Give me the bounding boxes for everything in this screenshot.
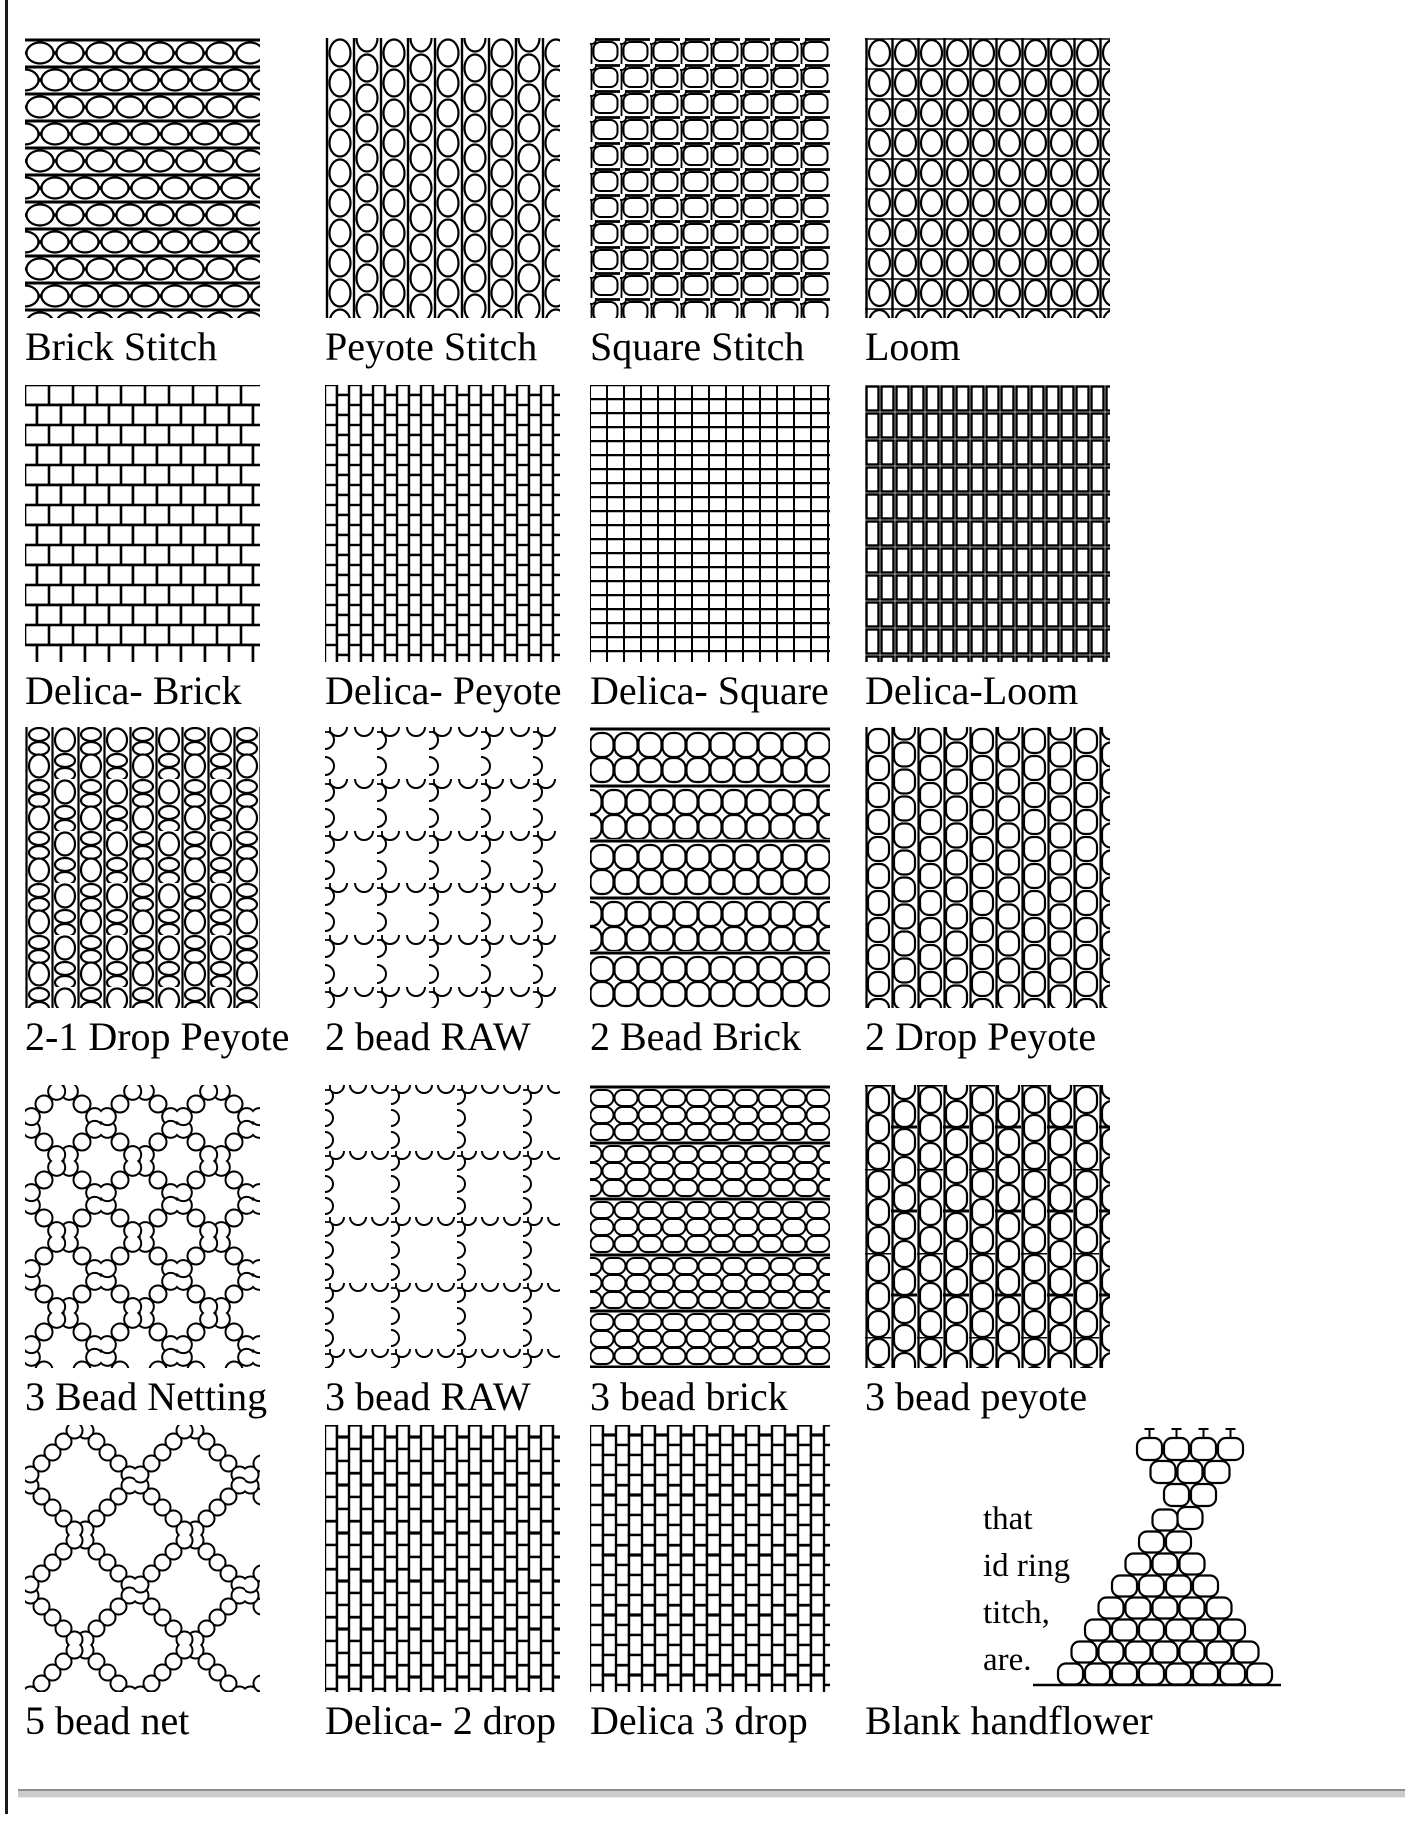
label-3-bead-netting: 3 Bead Netting: [25, 1374, 268, 1419]
swatch-delica-brick: [25, 385, 260, 662]
label-delica-peyote: Delica- Peyote: [325, 668, 562, 713]
cell-2-1-drop-peyote: [25, 727, 289, 1060]
label-delica-brick: Delica- Brick: [25, 668, 242, 713]
swatch-3-bead-raw: [325, 1085, 560, 1368]
swatch-brick-stitch: [25, 38, 260, 318]
cell-peyote-stitch: [325, 38, 560, 370]
swatch-2-bead-brick: [590, 727, 830, 1008]
label-blank-handflower: Blank handflower: [865, 1698, 1153, 1743]
swatch-3-bead-brick: [590, 1085, 830, 1368]
label-3-bead-peyote: 3 bead peyote: [865, 1374, 1088, 1419]
swatch-loom: [865, 38, 1110, 318]
label-delica-3-drop: Delica 3 drop: [590, 1698, 808, 1743]
cell-loom: [865, 38, 1110, 370]
cell-3-bead-brick: [590, 1085, 830, 1420]
label-brick-stitch: Brick Stitch: [25, 324, 218, 369]
swatch-blank-handflower: [865, 1425, 1285, 1692]
cell-2-drop-peyote: [865, 727, 1110, 1060]
swatch-square-stitch: [590, 38, 830, 318]
swatch-5-bead-net: [25, 1425, 260, 1692]
cell-blank-handflower: [865, 1425, 1285, 1744]
svg-text:that: that: [983, 1501, 1033, 1537]
label-loom: Loom: [865, 324, 961, 369]
cell-2-bead-brick: [590, 727, 830, 1060]
cell-3-bead-peyote: [865, 1085, 1110, 1420]
swatch-2-bead-raw: [325, 727, 560, 1008]
label-3-bead-raw: 3 bead RAW: [325, 1374, 531, 1419]
swatch-3-bead-peyote: [865, 1085, 1110, 1368]
section-divider: [18, 1789, 1405, 1798]
label-delica-2-drop: Delica- 2 drop: [325, 1698, 557, 1743]
swatch-delica-loom: [865, 385, 1110, 662]
svg-text:titch,: titch,: [983, 1595, 1050, 1631]
label-2-drop-peyote: 2 Drop Peyote: [865, 1014, 1097, 1059]
label-2-1-drop-peyote: 2-1 Drop Peyote: [25, 1014, 290, 1059]
swatch-delica-3-drop: [590, 1425, 830, 1692]
cell-delica-peyote: [325, 385, 562, 714]
swatch-delica-peyote: [325, 385, 560, 662]
label-delica-loom: Delica-Loom: [865, 668, 1079, 713]
swatch-delica-square: [590, 385, 830, 662]
label-5-bead-net: 5 bead net: [25, 1698, 190, 1743]
svg-text:are.: are.: [983, 1642, 1032, 1678]
cell-square-stitch: [590, 38, 830, 370]
svg-text:id ring: id ring: [983, 1548, 1071, 1584]
swatch-peyote-stitch: [325, 38, 560, 318]
label-2-bead-brick: 2 Bead Brick: [590, 1014, 802, 1059]
swatch-delica-2-drop: [325, 1425, 560, 1692]
cell-delica-brick: [25, 385, 260, 714]
cell-2-bead-raw: [325, 727, 560, 1060]
cell-delica-loom: [865, 385, 1110, 714]
label-peyote-stitch: Peyote Stitch: [325, 324, 538, 369]
cell-delica-2-drop: [325, 1425, 560, 1744]
left-border-line: [5, 0, 8, 1814]
cell-3-bead-netting: [25, 1085, 267, 1420]
label-square-stitch: Square Stitch: [590, 324, 805, 369]
cell-3-bead-raw: [325, 1085, 560, 1420]
swatch-2-1-drop-peyote: [25, 727, 260, 1008]
swatch-3-bead-netting: [25, 1085, 260, 1368]
cell-brick-stitch: [25, 38, 260, 370]
cell-5-bead-net: [25, 1425, 260, 1744]
label-3-bead-brick: 3 bead brick: [590, 1374, 788, 1419]
label-delica-square: Delica- Square: [590, 668, 829, 713]
label-2-bead-raw: 2 bead RAW: [325, 1014, 531, 1059]
cell-delica-square: [590, 385, 830, 714]
cell-delica-3-drop: [590, 1425, 830, 1744]
swatch-2-drop-peyote: [865, 727, 1110, 1008]
